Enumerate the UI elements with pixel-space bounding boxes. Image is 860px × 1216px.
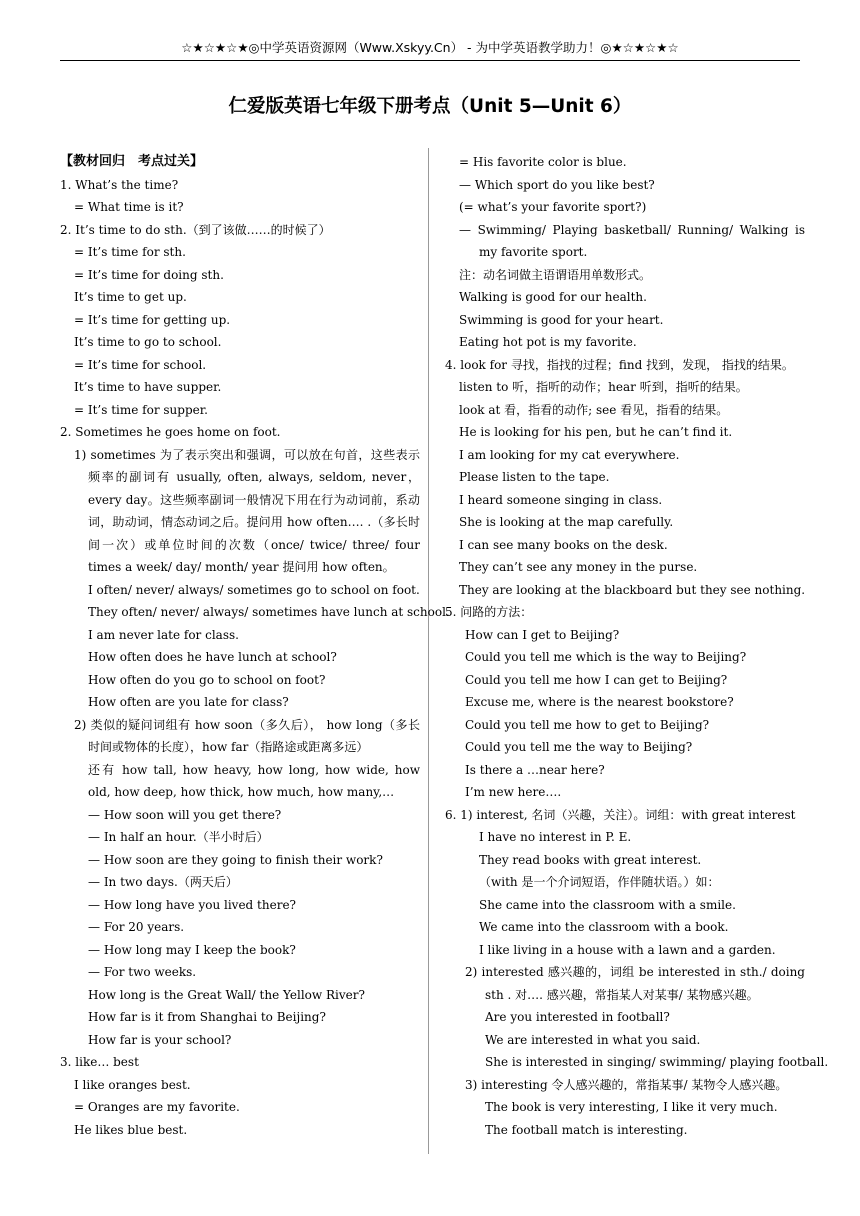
right-line: 6. 1) interest, 名词（兴趣，关注）。词组：with great interest	[445, 807, 796, 822]
right-line: （with 是一个介词短语，作伴随状语。）如：	[479, 875, 720, 889]
left-line: 2) 类似的疑问词组有 how soon（多久后）， how long（多长时间或物体的长度），how far（指路途或距离多远）	[74, 717, 420, 754]
right-line: I am looking for my cat everywhere.	[459, 447, 680, 462]
left-line: 还有 how tall, how heavy, how long, how wide, how old, how deep, how thick, how much, how many,…	[88, 762, 420, 799]
right-line: She is looking at the map carefully.	[459, 515, 674, 529]
left-line: 2. It’s time to do sth.（到了该做……的时候了）	[60, 222, 331, 237]
right-line: 5. 问路的方法：	[445, 605, 533, 619]
right-line: — Which sport do you like best?	[459, 177, 655, 192]
left-line: It’s time to go to school.	[74, 335, 222, 349]
left-line: = Oranges are my favorite.	[74, 1100, 240, 1114]
right-line: We came into the classroom with a book.	[479, 920, 729, 934]
left-line: 1) sometimes 为了表示突出和强调，可以放在句首，这些表示频率的副词有 usually, often, always, seldom, never， every day。这些频率副词一般情况下用在行为动词前，系动词，助动词，情态动词之后。提问用 how often…. .（多长时间一次）或单位时间的次数（once/ twice/ three/ four times a week/ day/ month/ year 提问用 how often。	[74, 447, 420, 574]
left-line: — For 20 years.	[88, 920, 185, 934]
right-line: 4. look for 寻找，指找的过程；find 找到，发现， 指找的结果。	[445, 357, 794, 372]
right-line: She came into the classroom with a smile.	[479, 897, 736, 912]
header-divider	[60, 60, 800, 61]
left-line: 1. What’s the time?	[60, 177, 179, 192]
left-line: He likes blue best.	[74, 1122, 188, 1137]
left-line: = It’s time for supper.	[74, 402, 208, 417]
left-line: I am never late for class.	[88, 627, 239, 642]
page-header-banner: ☆★☆★☆★◎中学英语资源网（Www.Xskyy.Cn） - 为中学英语教学助力！◎★☆★☆★☆	[181, 40, 679, 55]
left-line: = It’s time for sth.	[74, 245, 186, 259]
right-line: Could you tell me how I can get to Beijing?	[465, 672, 728, 687]
left-line: — For two weeks.	[88, 965, 197, 979]
right-line: I like living in a house with a lawn and a garden.	[479, 942, 776, 957]
right-line: They can’t see any money in the purse.	[459, 560, 698, 574]
page-title: 仁爱版英语七年级下册考点（Unit 5—Unit 6）	[228, 96, 632, 117]
right-line: Walking is good for our health.	[459, 290, 647, 304]
left-line: How often does he have lunch at school?	[88, 650, 337, 664]
right-line: Swimming is good for your heart.	[459, 312, 664, 327]
right-line: Could you tell me which is the way to Beijing?	[465, 650, 747, 664]
left-line: It’s time to get up.	[74, 290, 187, 304]
left-line: — In half an hour.（半小时后）	[88, 830, 269, 844]
right-line: Could you tell me how to get to Beijing?	[465, 717, 710, 732]
left-line: = It’s time for getting up.	[74, 312, 231, 327]
right-line: I’m new here….	[465, 785, 562, 799]
right-line: — Swimming/ Playing basketball/ Running/ Walking is my favorite sport.	[459, 222, 805, 259]
left-line: I often/ never/ always/ sometimes go to school on foot.	[88, 582, 420, 597]
left-line: How long is the Great Wall/ the Yellow River?	[88, 987, 365, 1002]
right-line: Is there a …near here?	[465, 762, 605, 777]
right-line: 注：动名词做主语谓语用单数形式。	[459, 267, 652, 282]
right-line: = His favorite color is blue.	[459, 155, 627, 169]
left-line: = It’s time for doing sth.	[74, 267, 224, 282]
right-line: Eating hot pot is my favorite.	[459, 335, 637, 349]
right-line: 2) interested 感兴趣的，词组 be interested in sth./ doing sth . 对…. 感兴趣，常指某人对某事/ 某物感兴趣。	[465, 965, 805, 1002]
right-line: They read books with great interest.	[479, 852, 702, 867]
right-column	[445, 151, 829, 1141]
left-line: 3. like… best	[60, 1055, 139, 1069]
left-line: = It’s time for school.	[74, 357, 207, 372]
left-line: How far is your school?	[88, 1032, 232, 1047]
right-line: I heard someone singing in class.	[459, 492, 663, 507]
left-line: They often/ never/ always/ sometimes have lunch at school.	[88, 605, 450, 619]
left-line: = What time is it?	[74, 200, 184, 214]
left-line: It’s time to have supper.	[74, 380, 222, 394]
right-line: She is interested in singing/ swimming/ playing football.	[485, 1055, 829, 1069]
left-line: How often do you go to school on foot?	[88, 672, 326, 687]
right-line: How can I get to Beijing?	[465, 627, 620, 642]
right-line: (= what’s your favorite sport?)	[459, 200, 647, 214]
left-line: How often are you late for class?	[88, 695, 289, 709]
right-line: Could you tell me the way to Beijing?	[465, 740, 693, 754]
right-line: The football match is interesting.	[485, 1122, 688, 1137]
right-line: listen to 听，指听的动作；hear 听到，指听的结果。	[459, 380, 748, 394]
left-line: — How soon are they going to finish their work?	[88, 852, 383, 867]
right-line: Excuse me, where is the nearest bookstore?	[465, 695, 734, 709]
right-line: Are you interested in football?	[485, 1010, 670, 1024]
left-line: — How soon will you get there?	[88, 807, 282, 822]
left-line: How far is it from Shanghai to Beijing?	[88, 1010, 326, 1024]
right-line: look at 看，指看的动作; see 看见，指看的结果。	[459, 402, 729, 417]
column-divider	[428, 148, 429, 1154]
right-line: Please listen to the tape.	[459, 470, 610, 484]
right-line: They are looking at the blackboard but they see nothing.	[459, 582, 806, 597]
right-line: We are interested in what you said.	[485, 1032, 701, 1047]
right-line: I can see many books on the desk.	[459, 537, 668, 552]
right-line: The book is very interesting, I like it very much.	[485, 1100, 778, 1114]
left-line: — How long may I keep the book?	[88, 942, 296, 957]
right-line: I have no interest in P. E.	[479, 830, 632, 844]
left-line: — How long have you lived there?	[88, 897, 296, 912]
left-line: I like oranges best.	[74, 1077, 191, 1092]
left-line: — In two days.（两天后）	[88, 875, 238, 889]
right-line: 3) interesting 令人感兴趣的，常指某事/ 某物令人感兴趣。	[465, 1077, 788, 1092]
right-line: He is looking for his pen, but he can’t find it.	[459, 425, 733, 439]
left-line: 【教材回归 考点过关】	[60, 154, 204, 169]
left-line: 2. Sometimes he goes home on foot.	[60, 425, 281, 439]
left-column	[60, 151, 450, 1141]
